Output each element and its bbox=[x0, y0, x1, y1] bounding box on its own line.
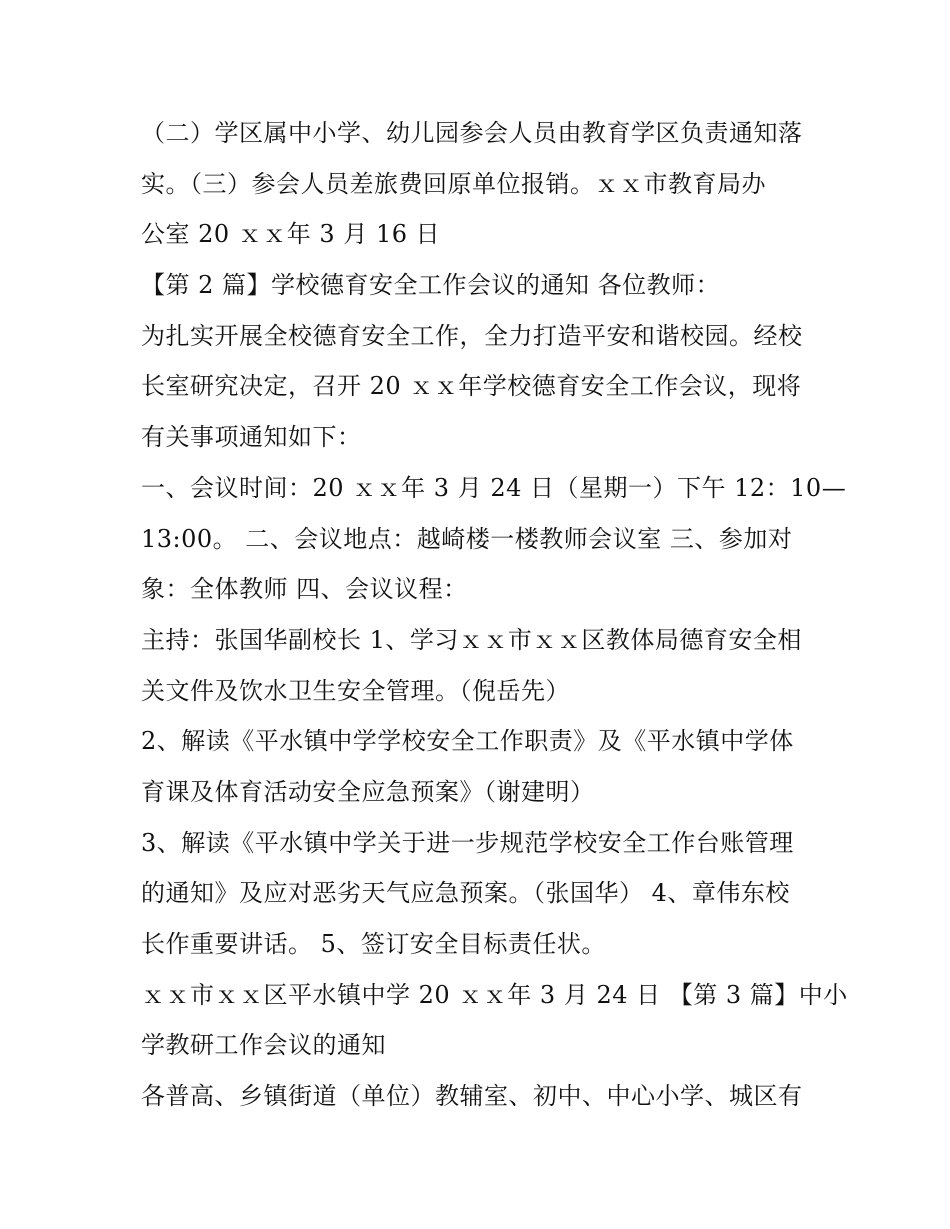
text-line: 育课及体育活动安全应急预案》（谢建明） bbox=[141, 777, 595, 806]
text-line: 2、解读《平水镇中学学校安全工作职责》及《平水镇中学体 bbox=[141, 727, 794, 756]
text-line: 象：全体教师 四、会议议程： bbox=[141, 575, 468, 604]
text-line: 一、会议时间：20 ｘｘ年 3 月 24 日（星期一）下午 12：10— bbox=[141, 473, 847, 502]
text-line: 有关事项通知如下： bbox=[141, 423, 362, 452]
text-line: 13:00。 二、会议地点：越崎楼一楼教师会议室 三、参加对 bbox=[141, 524, 793, 553]
text-line: 学教研工作会议的通知 bbox=[141, 1031, 386, 1060]
section-heading-line: 【第 2 篇】学校德育安全工作会议的通知 各位教师： bbox=[141, 271, 721, 300]
text-line: 公室 20 ｘｘ年 3 月 16 日 bbox=[141, 220, 441, 249]
text-line: 的通知》及应对恶劣天气应急预案。（张国华） 4、章伟东校 bbox=[141, 879, 790, 908]
text-line: 长作重要讲话。 5、签订安全目标责任状。 bbox=[141, 930, 606, 958]
text-line: （二）学区属中小学、幼儿园参会人员由教育学区负责通知落 bbox=[141, 119, 803, 147]
text-line: 为扎实开展全校德育安全工作，全力打造平安和谐校园。经校 bbox=[141, 321, 803, 350]
text-line: 各普高、乡镇街道（单位）教辅室、初中、中心小学、城区有 bbox=[141, 1082, 803, 1111]
text-line: 关文件及饮水卫生安全管理。（倪岳先） bbox=[141, 676, 570, 705]
text-line: 实。（三）参会人员差旅费回原单位报销。ｘｘ市教育局办 bbox=[141, 169, 766, 198]
document-body bbox=[141, 108, 848, 1122]
text-line: 3、解读《平水镇中学关于进一步规范学校安全工作台账管理 bbox=[141, 828, 794, 857]
text-line: 主持：张国华副校长 1、学习ｘｘ市ｘｘ区教体局德育安全相 bbox=[141, 625, 802, 654]
text-line: 长室研究决定，召开 20 ｘｘ年学校德育安全工作会议，现将 bbox=[141, 372, 802, 401]
text-line: ｘｘ市ｘｘ区平水镇中学 20 ｘｘ年 3 月 24 日 【第 3 篇】中小 bbox=[141, 980, 848, 1009]
